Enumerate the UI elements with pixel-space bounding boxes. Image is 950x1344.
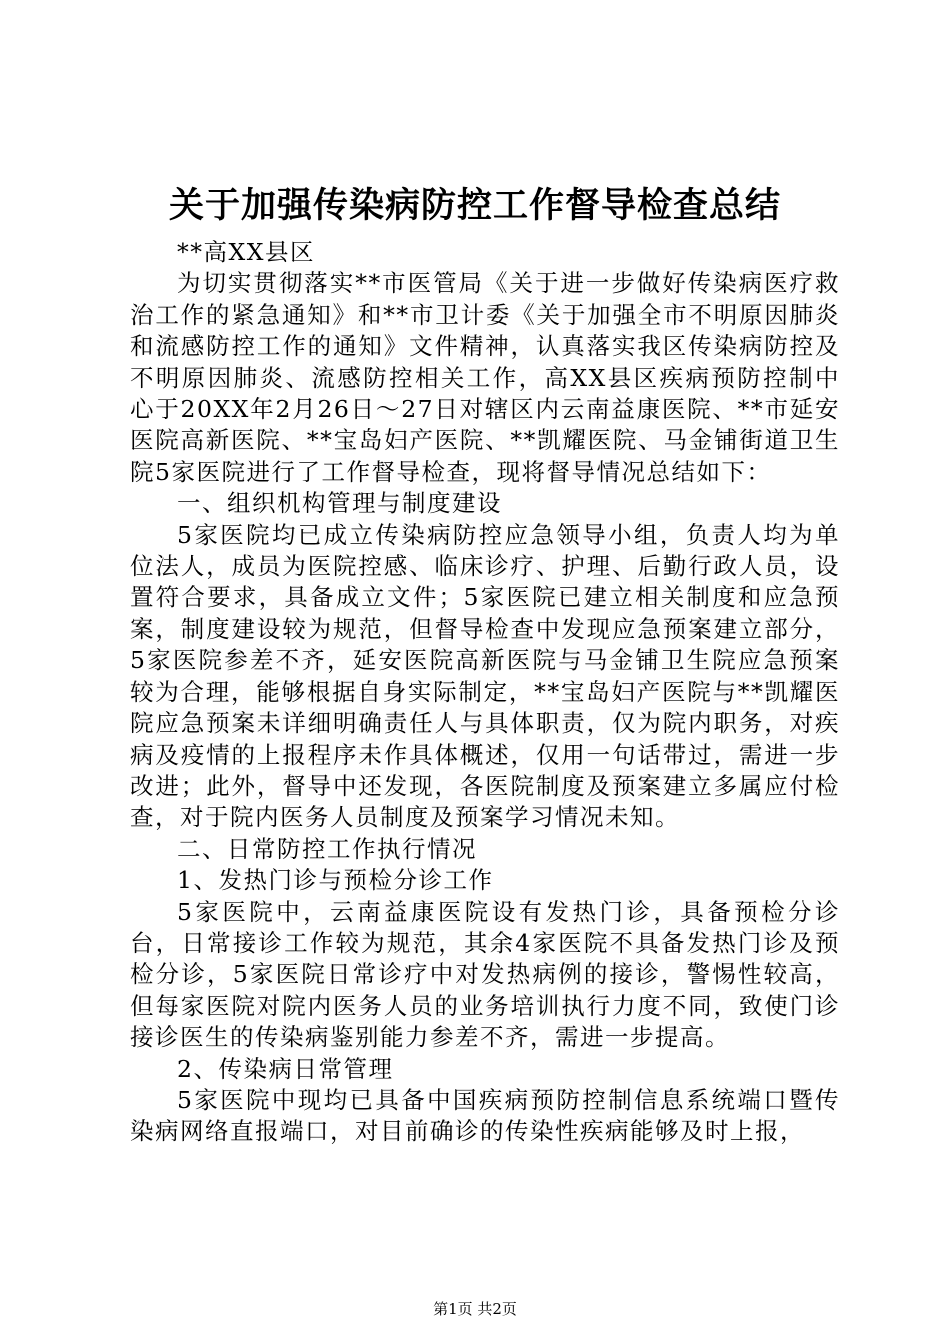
paragraph-subsection-2-1: 5家医院中，云南益康医院设有发热门诊，具备预检分诊台，日常接诊工作较为规范，其余4家医院不具备发热门诊及预检分诊，5家医院日常诊疗中对发热病例的接诊，警惕性较高，但每家医院对院内医务人员的业务培训执行力度不同，致使门诊接诊医生的传染病鉴别能力参差不齐，需进一步提高。 [130, 897, 840, 1052]
document-title: 关于加强传染病防控工作督导检查总结 [168, 186, 781, 226]
paragraph-district: **高XX县区 [177, 238, 315, 266]
paragraph-intro: 为切实贯彻落实**市医管局《关于进一步做好传染病医疗救治工作的紧急通知》和**市卫计委《关于加强全市不明原因肺炎和流感防控工作的通知》文件精神，认真落实我区传染病防控及不明原因肺炎、流感防控相关工作，高XX县区疾病预防控制中心于20XX年2月26日～27日对辖区内云南益康医院、**市延安医院高新医院、**宝岛妇产医院、**凯耀医院、马金铺街道卫生院5家医院进行了工作督导检查，现将督导情况总结如下： [130, 269, 840, 486]
heading-section-2: 二、日常防控工作执行情况 [177, 834, 477, 863]
paragraph-subsection-2-2: 5家医院中现均已具备中国疾病预防控制信息系统端口暨传染病网络直报端口，对目前确诊的传染性疾病能够及时上报， [130, 1085, 840, 1146]
document-body [130, 237, 840, 1148]
heading-subsection-2-2: 2、传染病日常管理 [177, 1054, 394, 1083]
page-number-footer: 第1页 共2页 [433, 1300, 517, 1318]
heading-section-1: 一、组织机构管理与制度建设 [177, 489, 502, 518]
heading-subsection-2-1: 1、发热门诊与预检分诊工作 [177, 866, 494, 895]
paragraph-section-1: 5家医院均已成立传染病防控应急领导小组，负责人均为单位法人，成员为医院控感、临床诊疗、护理、后勤行政人员，设置符合要求，具备成立文件；5家医院已建立相关制度和应急预案，制度建设较为规范，但督导检查中发现应急预案建立部分，5家医院参差不齐，延安医院高新医院与马金铺卫生院应急预案较为合理，能够根据自身实际制定，**宝岛妇产医院与**凯耀医院应急预案未详细明确责任人与具体职责，仅为院内职务，对疾病及疫情的上报程序未作具体概述，仅用一句话带过，需进一步改进；此外，督导中还发现，各医院制度及预案建立多属应付检查，对于院内医务人员制度及预案学习情况未知。 [130, 520, 840, 832]
